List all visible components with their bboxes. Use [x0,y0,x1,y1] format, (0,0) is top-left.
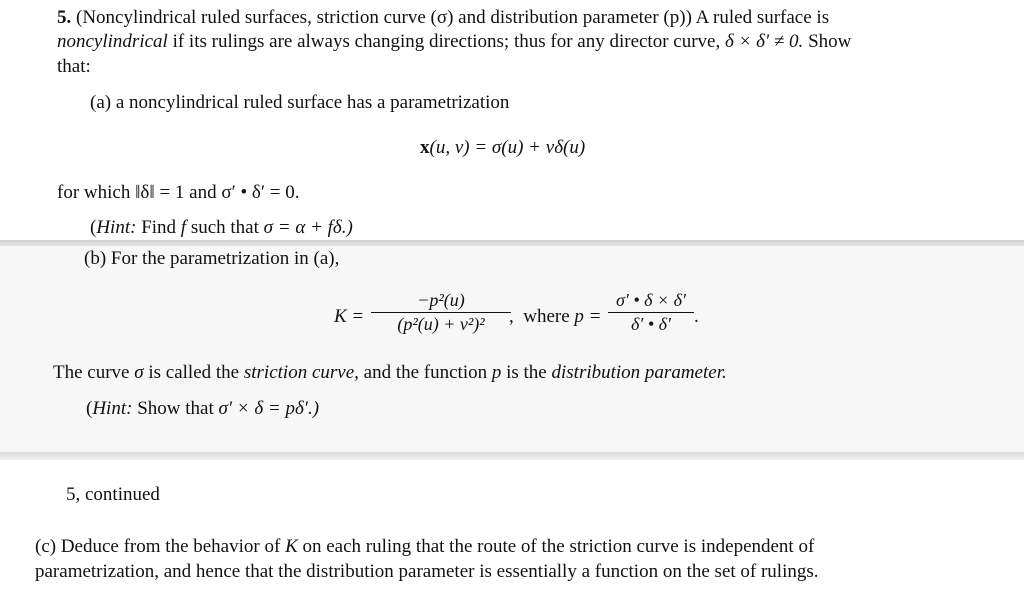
distribution-numerator: σ′ • δ × δ′ [616,290,686,310]
fraction-bar [608,312,694,313]
distribution-fraction [608,290,694,335]
part-b-text: (b) For the parametrization in (a), [84,248,340,269]
formula-period: . [694,306,699,327]
part-a-for-which: for which ‖δ‖ = 1 and σ′ • δ′ = 0. [57,182,300,203]
distribution-denominator: δ′ • δ′ [631,314,671,334]
problem-statement-line-3 [57,55,91,79]
problem-condition: δ × δ′ ≠ 0. [724,31,804,52]
part-a-text: (a) a noncylindrical ruled surface has a parametrization [90,92,510,113]
term-distribution-parameter: distribution parameter. [551,362,727,383]
problem-that: that: [57,56,91,77]
striction-curve-sentence: The curve σ is called the striction curve, and the function p is the distribution parameter. [53,362,727,383]
part-c-line-1: (c) Deduce from the behavior of K on each ruling that the route of the striction curve is independent of [35,536,815,557]
problem-panel-middle [0,246,1024,452]
curvature-numerator: −p²(u) [417,290,465,310]
term-striction-curve: striction curve, [243,362,359,383]
hint-label: Hint: [92,398,133,419]
curvature-denominator: (p²(u) + v²)² [397,314,485,334]
curvature-fraction [371,290,511,335]
term-noncylindrical: noncylindrical [57,31,168,52]
equation-rest: (u, v) = σ(u) + vδ(u) [429,137,586,158]
fraction-bar [371,312,511,313]
problem-number: 5. [57,7,72,28]
part-a-equation [420,136,585,160]
problem-statement-line-2 [57,30,851,54]
continued-label: 5, continued [66,484,160,505]
part-b-hint: (Hint: Show that σ′ × δ = pδ′.) [86,398,320,419]
problem-intro-a: A ruled surface is [695,7,830,28]
part-c-line-2: parametrization, and hence that the distribution parameter is essentially a function on the set of rulings. [35,561,819,582]
where-label: , where p = [509,306,602,327]
part-a-hint: (Hint: Find f such that σ = α + fδ.) [90,217,353,238]
problem-intro-b: if its rulings are always changing directions; thus for any director curve, [172,31,721,52]
hint-label: Hint: [96,217,137,238]
curvature-lhs: K = [334,306,365,327]
problem-show: Show [808,31,852,52]
problem-statement-line-1 [57,6,829,30]
problem-title: (Noncylindrical ruled surfaces, striction curve (σ) and distribution parameter (p)) [76,7,692,28]
vector-x: x [420,137,430,158]
